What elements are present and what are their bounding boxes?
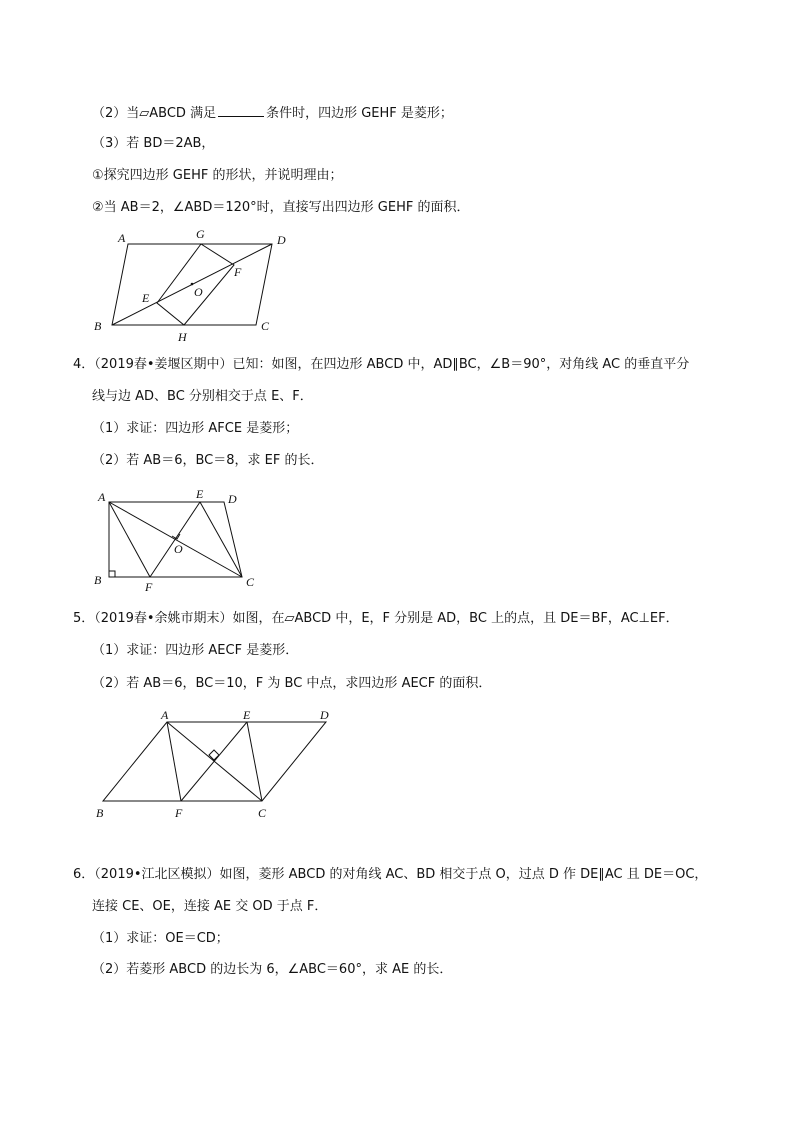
fig4-label-a: A [98, 490, 106, 504]
fig4-label-c: C [246, 575, 255, 589]
fig5-label-c: C [258, 806, 267, 820]
fig3-label-a: A [118, 231, 126, 245]
fig4-label-f: F [145, 580, 153, 594]
fig5-label-d: D [320, 708, 329, 722]
fig4-label-e: E [196, 487, 204, 501]
p4-part2: （2）若 AB＝6，BC＝8，求 EF 的长． [92, 453, 324, 468]
p3-sub1: ①探究四边形 GEHF 的形状，并说明理由； [92, 168, 343, 183]
p6-part2: （2）若菱形 ABCD 的边长为 6，∠ABC＝60°，求 AE 的长． [92, 962, 453, 977]
fig5-label-e: E [243, 708, 251, 722]
p3-part2-pre: （2）当▱ABCD 满足 [92, 106, 217, 121]
fig3-label-e: E [142, 291, 150, 305]
p5-part1: （1）求证：四边形 AECF 是菱形． [92, 643, 299, 658]
p3-part2-post: 条件时，四边形 GEHF 是菱形； [266, 106, 453, 121]
p4-stem-1: 4．（2019春•姜堰区期中）已知：如图，在四边形 ABCD 中，AD∥BC，∠B＝90°，对角线 AC 的垂直平分 [73, 357, 690, 372]
fig5-label-a: A [161, 708, 169, 722]
fig4-label-d: D [228, 492, 237, 506]
p5-stem: 5．（2019春•余姚市期末）如图，在▱ABCD 中，E，F 分别是 AD，BC 上的点，且 DE＝BF，AC⊥EF． [73, 611, 679, 626]
p6-stem-2: 连接 CE、OE，连接 AE 交 OD 于点 F． [92, 899, 328, 914]
fig3-label-b: B [94, 319, 102, 333]
fig3-label-o: O [194, 285, 203, 299]
fig3-label-h: H [178, 330, 187, 344]
fig5-segment-ef [181, 722, 247, 801]
fig4-label-o: O [174, 542, 183, 556]
fig3-label-f: F [234, 265, 242, 279]
fig5-label-b: B [96, 806, 104, 820]
p6-part1: （1）求证：OE＝CD； [92, 931, 229, 946]
p6-stem-1: 6．（2019•江北区模拟）如图，菱形 ABCD 的对角线 AC、BD 相交于点 O，过点 D 作 DE∥AC 且 DE＝OC， [73, 867, 708, 882]
fig4-label-b: B [94, 573, 102, 587]
p3-sub2: ②当 AB＝2，∠ABD＝120°时，直接写出四边形 GEHF 的面积． [92, 200, 470, 215]
fig3-label-g: G [196, 227, 205, 241]
fig3-label-c: C [261, 319, 270, 333]
p4-stem-2: 线与边 AD、BC 分别相交于点 E、F． [92, 389, 313, 404]
p3-part3: （3）若 BD＝2AB， [92, 136, 215, 151]
fig3-label-d: D [277, 233, 286, 247]
fig5-segment-af [167, 722, 181, 801]
p4-part1: （1）求证：四边形 AFCE 是菱形； [92, 421, 299, 436]
fig5-segment-ec [247, 722, 262, 801]
fig5-label-f: F [175, 806, 183, 820]
p5-part2: （2）若 AB＝6，BC＝10，F 为 BC 中点，求四边形 AECF 的面积． [92, 676, 492, 691]
